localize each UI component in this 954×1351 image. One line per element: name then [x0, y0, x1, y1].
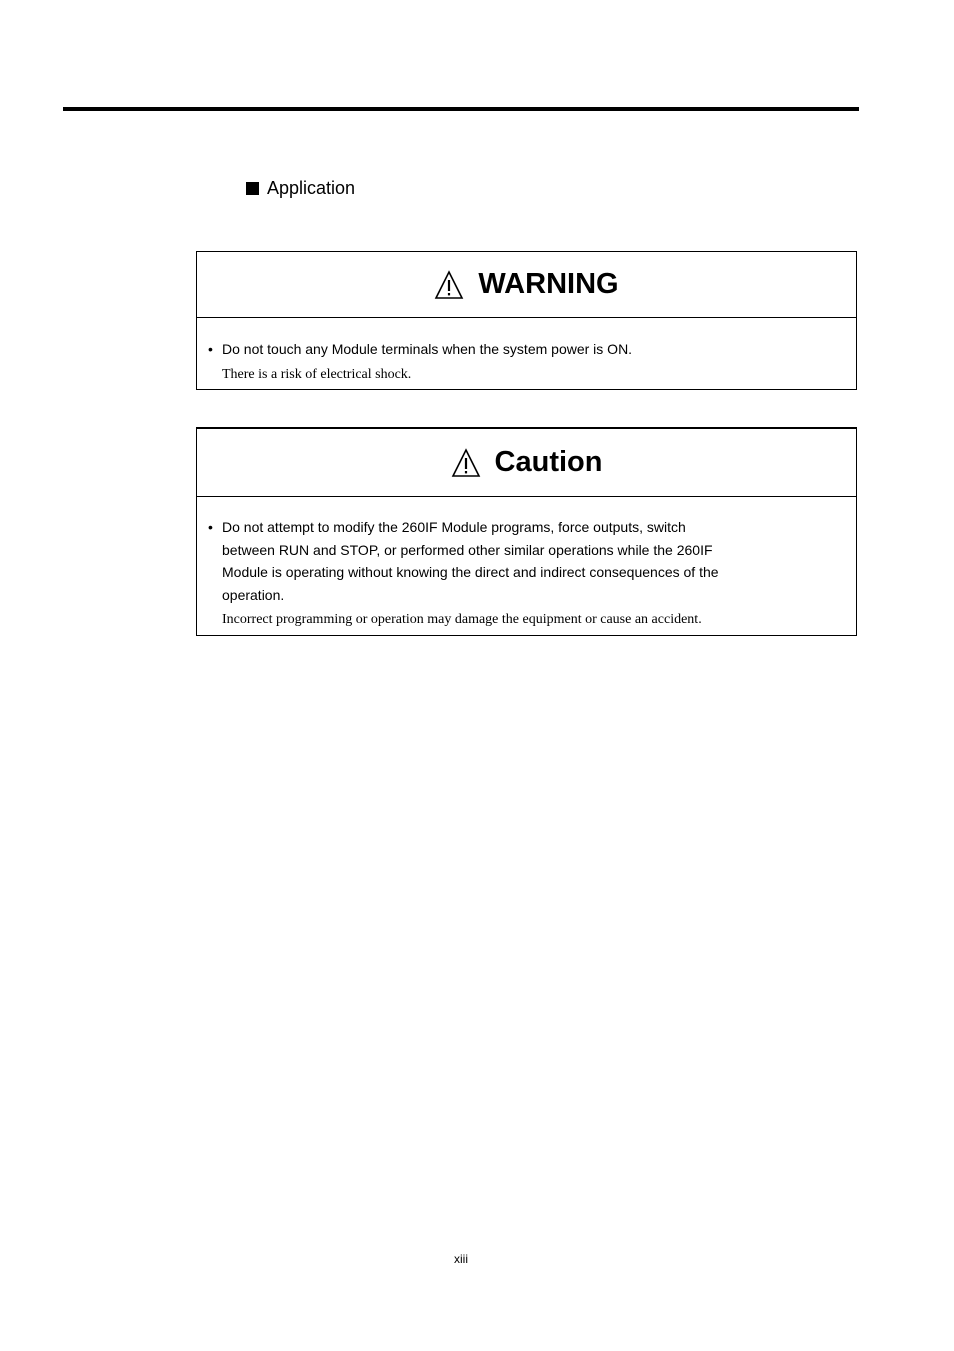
warning-body	[197, 318, 856, 385]
warning-box	[196, 251, 857, 390]
caution-item-text: Do not attempt to modify the 260IF Module programs, force outputs, switch between RUN and STOP, or performed other similar operations while the 260IF Module is operating without knowing the direct and indirect consequences of the operation.	[222, 519, 719, 603]
caution-item	[208, 516, 836, 606]
section-heading	[246, 176, 355, 200]
section-heading-text: Application	[267, 177, 356, 198]
warning-header	[197, 252, 856, 318]
square-bullet-icon	[246, 182, 259, 195]
caution-header	[197, 429, 856, 497]
warning-item	[208, 338, 836, 361]
caution-body	[197, 497, 856, 630]
warning-triangle-icon	[451, 448, 481, 478]
warning-item-consequence: There is a risk of electrical shock.	[222, 366, 412, 382]
bullet-icon: •	[208, 341, 213, 357]
page-number: xiii	[454, 1252, 468, 1266]
bullet-icon: •	[208, 519, 213, 535]
warning-item-text: Do not touch any Module terminals when the system power is ON.	[222, 341, 633, 357]
warning-triangle-icon	[434, 270, 464, 300]
caution-box	[196, 427, 857, 636]
header-rule	[63, 107, 859, 111]
caution-title: Caution	[494, 446, 603, 478]
caution-item-consequence: Incorrect programming or operation may damage the equipment or cause an accident.	[222, 612, 702, 627]
warning-title: WARNING	[478, 268, 619, 300]
